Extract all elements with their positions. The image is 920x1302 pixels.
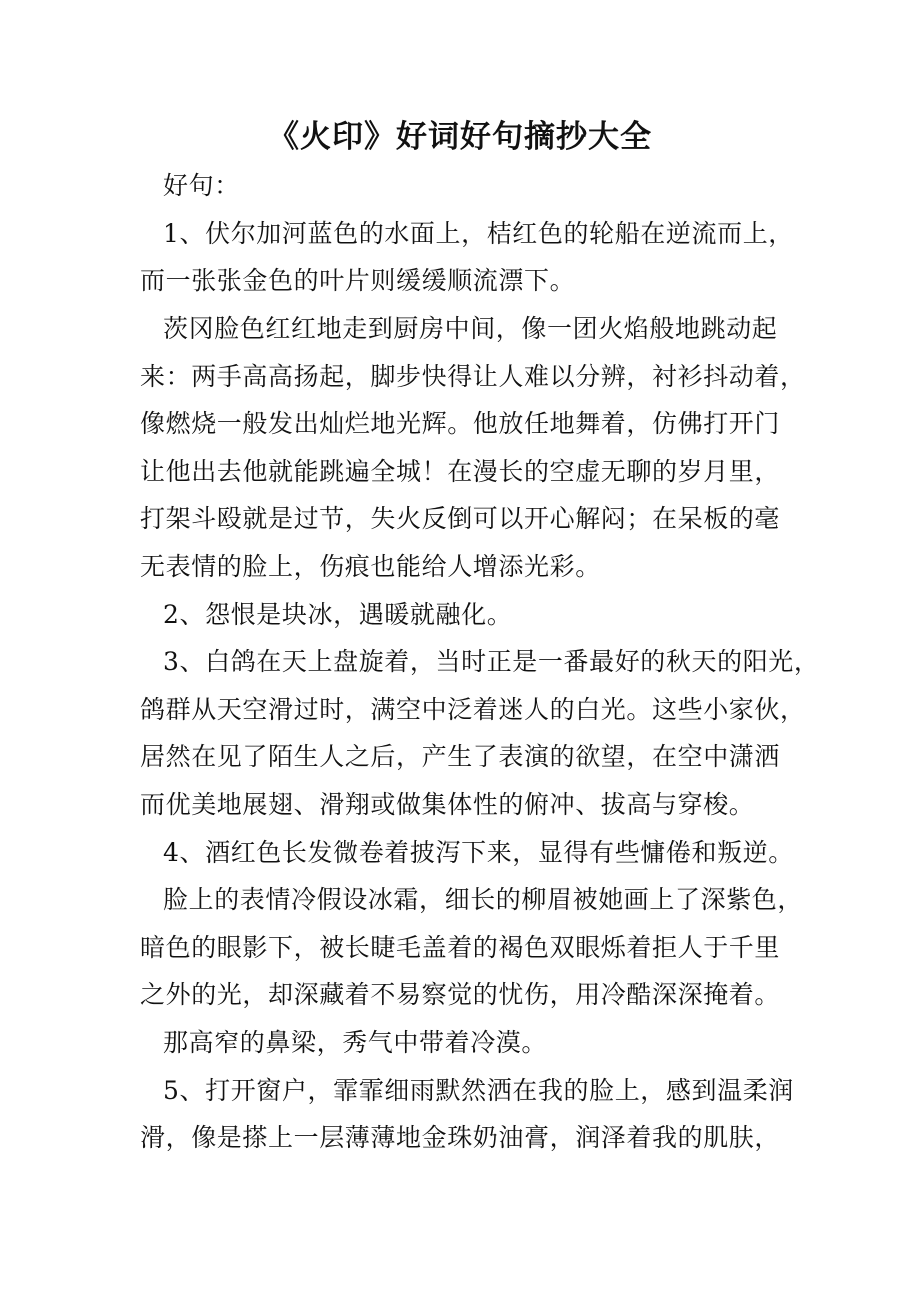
text-line: 3、白鸽在天上盘旋着，当时正是一番最好的秋天的阳光， [163, 647, 820, 676]
text-line: 鸽群从天空滑过时，满空中泛着迷人的白光。这些小家伙， [140, 695, 806, 724]
text-line: 脸上的表情冷假设冰霜，细长的柳眉被她画上了深紫色， [163, 885, 804, 914]
text-line: 2、怨恨是块冰，遇暖就融化。 [163, 600, 513, 629]
page-title: 《火印》好词好句摘抄大全 [268, 119, 652, 155]
text-line: 无表情的脸上，伤痕也能给人增添光彩。 [140, 552, 601, 581]
text-line: 暗色的眼影下，被长睫毛盖着的褐色双眼烁着拒人于千里 [140, 933, 781, 962]
text-line: 1、伏尔加河蓝色的水面上，桔红色的轮船在逆流而上， [163, 219, 794, 248]
text-line: 5、打开窗户，霏霏细雨默然洒在我的脸上，感到温柔润 [163, 1076, 794, 1105]
text-line: 居然在见了陌生人之后，产生了表演的欲望，在空中潇洒 [140, 742, 781, 771]
text-line: 滑，像是搽上一层薄薄地金珠奶油膏，润泽着我的肌肤， [140, 1123, 781, 1152]
text-line: 4、酒红色长发微卷着披泻下来，显得有些慵倦和叛逆。 [163, 838, 794, 867]
text-line: 让他出去他就能跳遍全城！在漫长的空虚无聊的岁月里， [140, 457, 781, 486]
section-heading: 好句： [163, 171, 240, 200]
text-line: 茨冈脸色红红地走到厨房中间，像一团火焰般地跳动起 [163, 314, 778, 343]
text-line: 打架斗殴就是过节，失火反倒可以开心解闷；在呆板的毫 [140, 504, 781, 533]
text-line: 像燃烧一般发出灿烂地光辉。他放任地舞着，仿佛打开门 [140, 409, 781, 438]
text-line: 而优美地展翅、滑翔或做集体性的俯冲、拔高与穿梭。 [140, 790, 755, 819]
text-line: 来：两手高高扬起，脚步快得让人难以分辨，衬衫抖动着， [140, 362, 806, 391]
text-line: 而一张张金色的叶片则缓缓顺流漂下。 [140, 266, 576, 295]
text-line: 之外的光，却深藏着不易察觉的忧伤，用冷酷深深掩着。 [140, 980, 781, 1009]
text-line: 那高窄的鼻梁，秀气中带着冷漠。 [163, 1028, 548, 1057]
